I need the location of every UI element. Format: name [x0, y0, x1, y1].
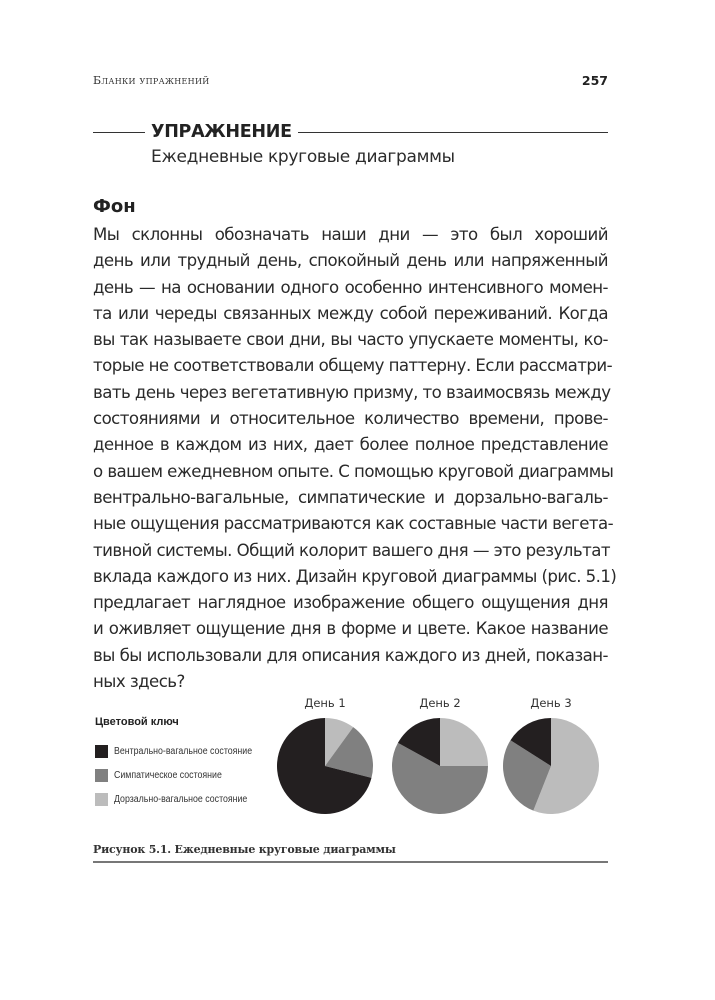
pie-svg [501, 716, 601, 816]
body-line: о вашем ежедневном опыте. С помощью круговой диаграммы [93, 461, 614, 481]
body-line: вы так называете свои дни, вы часто упускаете моменты, ко- [93, 330, 608, 350]
body-line: вать день через вегетативную призму, то взаимосвязь между [93, 382, 611, 402]
figure-caption: Рисунок 5.1. Ежедневные круговые диаграммы [93, 843, 608, 863]
body-paragraph [93, 222, 617, 695]
legend-item [95, 787, 271, 811]
legend-item [95, 763, 271, 787]
body-line: тивной системы. Общий колорит вашего дня — это результат [93, 540, 610, 560]
pie-svg [275, 716, 375, 816]
body-line: вклада каждого из них. Дизайн круговой диаграммы (рис. 5.1) [93, 566, 617, 586]
page-number: 257 [581, 73, 608, 88]
body-line: торые не соответствовали общему паттерну. Если рассматри- [93, 356, 613, 376]
rule-right [298, 132, 608, 133]
section-heading: Фон [93, 196, 136, 217]
legend-swatch [95, 745, 108, 758]
legend-label: Вентрально-вагальное состояние [114, 745, 253, 757]
body-line: состояниями и относительное количество времени, прове- [93, 409, 608, 429]
legend-item [95, 739, 271, 763]
body-line: вентрально-вагальные, симпатические и дорзально-вагаль- [93, 487, 608, 507]
pie-title: День 3 [530, 696, 572, 710]
figure-pie-charts [93, 692, 608, 862]
pie-svg [390, 716, 490, 816]
legend-swatch [95, 769, 108, 782]
pie-slice [440, 718, 488, 766]
body-line: вы бы использовали для описания каждого из дней, показан- [93, 645, 608, 665]
pie-chart-day-2 [385, 692, 495, 816]
body-line: Мы склонны обозначать наши дни — это был хороший [93, 225, 608, 244]
body-line: ные ощущения рассматриваются как составные части вегета- [93, 514, 614, 534]
chart-legend [95, 716, 271, 811]
rule-left [93, 132, 145, 133]
body-line: день или трудный день, спокойный день или напряженный [93, 251, 608, 271]
pie-chart-day-1 [270, 692, 380, 816]
legend-label: Дорзально-вагальное состояние [114, 793, 248, 805]
legend-label: Симпатическое состояние [114, 769, 222, 781]
body-line: та или череды связанных между собой переживаний. Когда [93, 303, 608, 323]
body-line: день — на основании одного особенно интенсивного момен- [93, 277, 608, 297]
running-head [93, 74, 608, 94]
pie-title: День 2 [419, 696, 461, 710]
body-line: предлагает наглядное изображение общего ощущения дня [93, 593, 608, 613]
exercise-header [93, 118, 608, 167]
exercise-label: УПРАЖНЕНИЕ [151, 122, 292, 142]
exercise-title: Ежедневные круговые диаграммы [151, 147, 455, 167]
pie-chart-day-3 [496, 692, 606, 816]
body-line: и оживляет ощущение дня в форме и цвете. Какое название [93, 619, 608, 639]
pie-title: День 1 [304, 696, 346, 710]
body-line: денное в каждом из них, дает более полное представление [93, 435, 608, 455]
running-head-section: Бланки упражнений [93, 74, 210, 87]
body-line: ных здесь? [93, 672, 185, 692]
legend-title: Цветовой ключ [95, 716, 179, 728]
legend-swatch [95, 793, 108, 806]
